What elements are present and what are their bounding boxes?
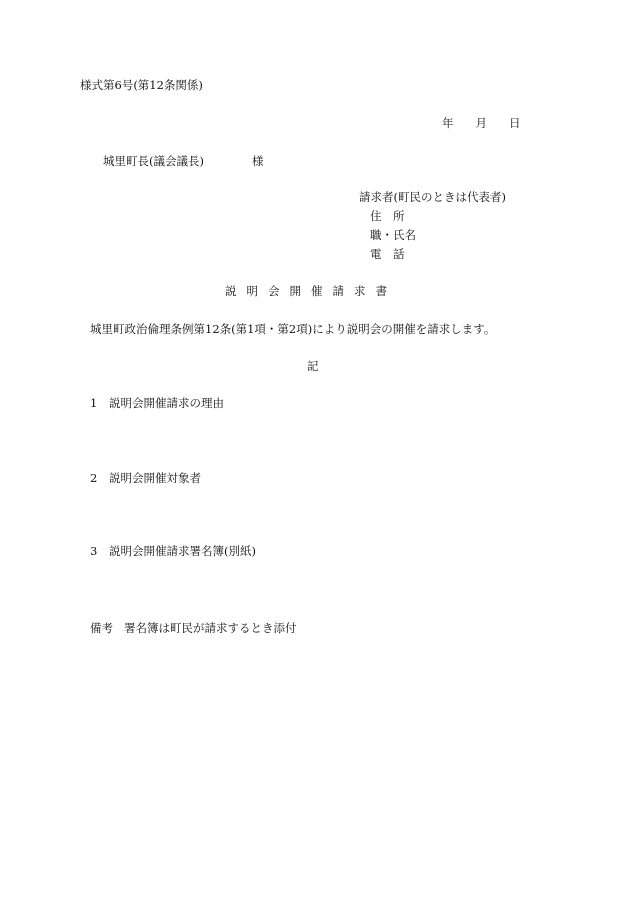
form-number: 様式第6号(第12条関係) [80,78,203,92]
list-item [90,398,224,410]
date-line [442,118,521,130]
item-number: 2 [90,471,98,485]
ki-heading: 記 [307,359,319,373]
addressee-honorific: 様 [251,154,264,168]
body-text: 城里町政治倫理条例第12条(第1項・第2項)により説明会の開催を請求します。 [90,322,496,336]
document-title: 説明会開催請求書 [225,284,397,298]
date-month-label: 月 [475,116,487,130]
list-item [90,546,256,558]
addressee-name: 城里町長(議会議長) [103,154,204,168]
requester-phone-label: 電 話 [370,247,405,261]
addressee-line [103,156,263,168]
item-number: 3 [90,544,98,558]
date-day-label: 日 [509,116,521,130]
requester-title: 請求者(町民のときは代表者) [359,190,506,204]
list-item [90,473,201,485]
remarks-text: 署名簿は町民が請求するとき添付 [124,621,297,635]
item-number: 1 [90,396,98,410]
requester-name-label: 職・氏名 [370,228,416,242]
item-text: 説明会開催請求の理由 [109,396,224,410]
requester-address-label: 住 所 [370,209,405,223]
remarks [90,623,297,635]
date-year-label: 年 [442,116,454,130]
remarks-label: 備考 [90,621,113,635]
item-text: 説明会開催対象者 [109,471,201,485]
item-text: 説明会開催請求署名簿(別紙) [109,544,256,558]
